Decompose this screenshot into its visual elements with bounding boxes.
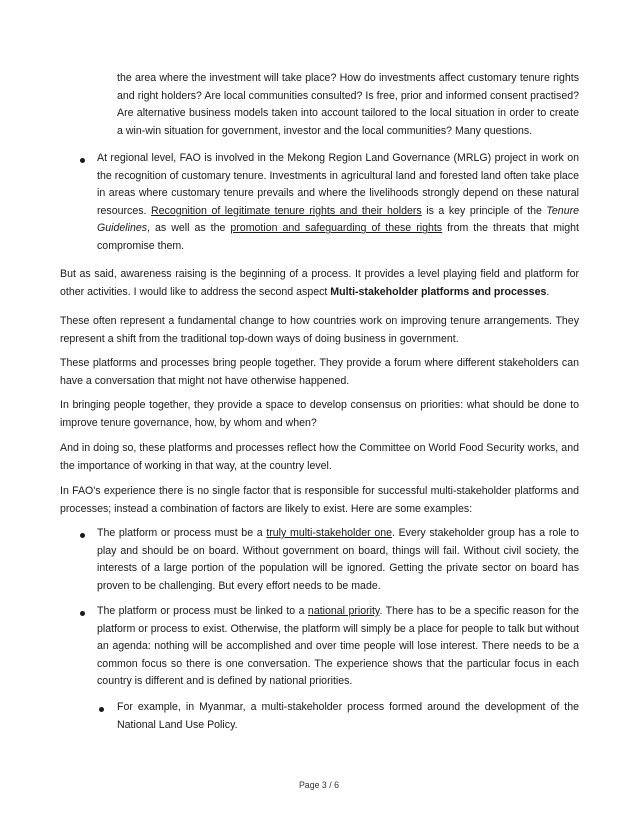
awareness-paragraph: But as said, awareness raising is the beginning of a process. It provides a level playing field and platform for other activities. I would like to address the second aspect Multi-stakeholder platforms and processes. [60, 268, 579, 298]
bullet-icon [80, 158, 85, 163]
bullet-icon [80, 533, 85, 538]
bullet-truly-multi-stakeholder: The platform or process must be a truly multi-stakeholder one. Every stakeholder group has a role to play and should be on board. Without government on board, things will fail. Without civil society, the interests of a large portion of the population will be ignored. Getting the private sector on board has proven to be challenging. But every effort needs to be made. [97, 527, 579, 592]
tenure-guidelines-title: Tenure Guidelines [97, 204, 579, 235]
page-footer: Page 3 / 6 [298, 780, 340, 790]
sub-bullet-myanmar: For example, in Myanmar, a multi-stakeholder process formed around the development of the National Land Use Policy. [117, 701, 579, 731]
truly-multi-stakeholder-link-text: truly multi-stakeholder one [266, 527, 392, 539]
consensus-paragraph: In bringing people together, they provide a space to develop consensus on priorities: what should be done to improve tenure governance, how, by whom and when? [60, 399, 579, 429]
together-paragraph: These platforms and processes bring people together. They provide a forum where different stakeholders can have a conversation that might not have otherwise happened. [60, 357, 579, 387]
continued-paragraph: the area where the investment will take place? How do investments affect customary tenure rights and right holders? Are local communities consulted? Is free, prior and informed consent practised? Are alternative business models taken into account tailored to the local situation in order to create a win-win situation for government, investor and the local communities? Many questions. [117, 72, 579, 137]
experience-paragraph: In FAO's experience there is no single factor that is responsible for successful multi-stakeholder platforms and processes; instead a combination of factors are likely to exist. Here are some examples: [60, 485, 579, 515]
change-paragraph: These often represent a fundamental change to how countries work on improving tenure arrangements. They represent a shift from the traditional top-down ways of doing business in government. [60, 315, 579, 345]
section-heading-inline: Multi-stakeholder platforms and processes [330, 285, 547, 298]
bullet-icon [80, 611, 85, 616]
promotion-link-text: promotion and safeguarding of these rights [230, 222, 443, 235]
sub-bullet-icon [99, 707, 104, 712]
national-priority-link-text: national priority [307, 605, 380, 617]
recognition-link-text: Recognition of legitimate tenure rights and their holders [150, 204, 422, 217]
cfs-paragraph: And in doing so, these platforms and processes reflect how the Committee on World Food Security works, and the importance of working in that way, at the country level. [60, 442, 579, 472]
bullet-regional-mrlg: At regional level, FAO is involved in the Mekong Region Land Governance (MRLG) project in work on the recognition of customary tenure. Investments in agricultural land and forested land often take place in areas where customary tenure prevails and where the livelihoods strongly depend on these natural resources. Recognition of legitimate tenure rights and their holders is a key principle of the Tenure Guidelines, as well as the promotion and safeguarding of these rights from the threats that might compromise them. [97, 152, 580, 252]
bullet-national-priority: The platform or process must be linked to a national priority. There has to be a specific reason for the platform or process to exist. Otherwise, the platform will simply be a place for people to talk but without an agenda: nothing will be accomplished and over time people will lose interest. There needs to be a common focus so there is one conversation. The experience shows that the particular focus in each country is different and is defined by national priorities. [97, 605, 580, 688]
